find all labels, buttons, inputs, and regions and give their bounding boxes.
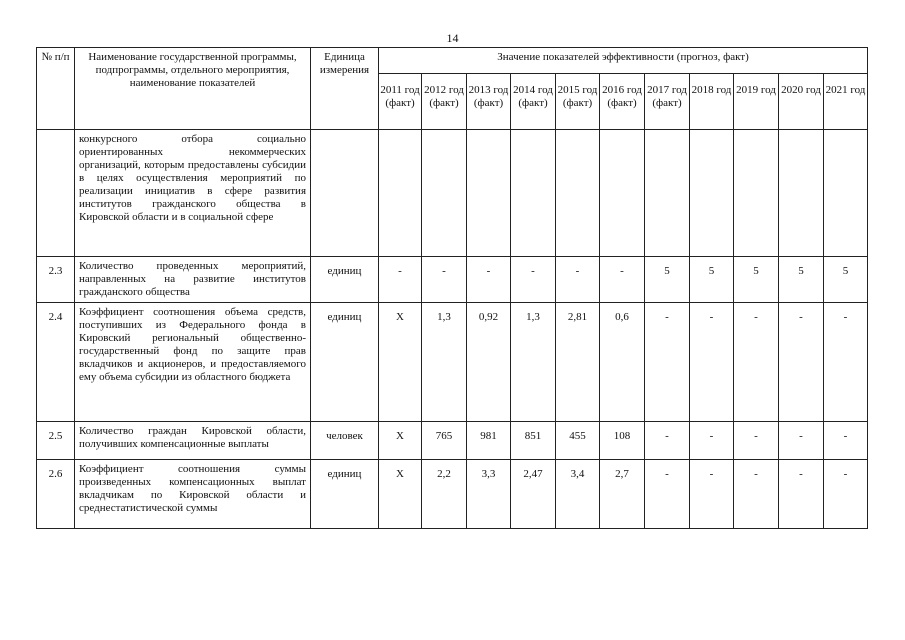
value-cell: 2,7: [600, 460, 645, 529]
year-header: 2016 год (факт): [600, 74, 645, 130]
year-header: 2021 год: [824, 74, 868, 130]
value-cell: -: [824, 422, 868, 460]
value-cell: -: [824, 460, 868, 529]
table-row: [37, 460, 868, 529]
value-cell: -: [556, 257, 600, 303]
value-cell: -: [779, 422, 824, 460]
value-cell: -: [422, 257, 467, 303]
unit-cell: единиц: [311, 303, 379, 422]
table-row: [37, 303, 868, 422]
value-cell: 981: [467, 422, 511, 460]
year-header: 2015 год (факт): [556, 74, 600, 130]
table-row: [37, 422, 868, 460]
value-cell: -: [734, 460, 779, 529]
row-number: 2.4: [37, 303, 75, 422]
header-values: Значение показателей эффективности (прогноз, факт): [379, 48, 868, 74]
value-cell: 0,6: [600, 303, 645, 422]
value-cell: [467, 130, 511, 257]
header-name: Наименование государственной программы, подпрограммы, отдельного мероприятия, наименование показателей: [75, 48, 311, 130]
row-number: 2.3: [37, 257, 75, 303]
value-cell: [511, 130, 556, 257]
value-cell: 5: [645, 257, 690, 303]
value-cell: Х: [379, 303, 422, 422]
value-cell: -: [734, 303, 779, 422]
value-cell: 5: [690, 257, 734, 303]
row-number: 2.5: [37, 422, 75, 460]
value-cell: Х: [379, 460, 422, 529]
value-cell: 2,47: [511, 460, 556, 529]
value-cell: -: [645, 303, 690, 422]
value-cell: [690, 130, 734, 257]
unit-cell: [311, 130, 379, 257]
year-header: 2011 год (факт): [379, 74, 422, 130]
value-cell: -: [734, 422, 779, 460]
value-cell: 2,81: [556, 303, 600, 422]
indicator-name: Количество граждан Кировской области, получивших компенсационные выплаты: [75, 422, 311, 460]
value-cell: -: [511, 257, 556, 303]
year-header: 2017 год (факт): [645, 74, 690, 130]
value-cell: [556, 130, 600, 257]
page-number: 14: [446, 31, 459, 45]
table-row: [37, 257, 868, 303]
value-cell: -: [645, 422, 690, 460]
value-cell: 455: [556, 422, 600, 460]
indicator-name: Коэффициент соотношения суммы произведенных компенсационных выплат вкладчикам по Кировской области и среднестатистической суммы: [75, 460, 311, 529]
value-cell: 3,3: [467, 460, 511, 529]
value-cell: -: [645, 460, 690, 529]
indicator-name: Количество проведенных мероприятий, направленных на развитие институтов гражданского общества: [75, 257, 311, 303]
value-cell: -: [467, 257, 511, 303]
value-cell: -: [779, 460, 824, 529]
year-header: 2019 год: [734, 74, 779, 130]
value-cell: [600, 130, 645, 257]
value-cell: -: [600, 257, 645, 303]
value-cell: -: [690, 422, 734, 460]
row-number: 2.6: [37, 460, 75, 529]
value-cell: 0,92: [467, 303, 511, 422]
year-header: 2012 год (факт): [422, 74, 467, 130]
indicator-name: Коэффициент соотношения объема средств, поступивших из Федерального фонда в Кировский региональный общественно-государственный фонд по защите прав вкладчиков и акционеров, и предоставляемого ему объема субсидии из областного бюджета: [75, 303, 311, 422]
value-cell: 3,4: [556, 460, 600, 529]
year-header: 2013 год (факт): [467, 74, 511, 130]
unit-cell: человек: [311, 422, 379, 460]
value-cell: 2,2: [422, 460, 467, 529]
year-header: 2014 год (факт): [511, 74, 556, 130]
year-header: 2018 год: [690, 74, 734, 130]
value-cell: 851: [511, 422, 556, 460]
indicator-name: конкурсного отбора социально ориентированных некоммерческих организаций, которым предоставлены субсидии в целях осуществления мероприятий по реализации инициатив в сфере развития институтов гражданского общества в Кировской области и в социальной сфере: [75, 130, 311, 257]
unit-cell: единиц: [311, 257, 379, 303]
value-cell: 108: [600, 422, 645, 460]
value-cell: [422, 130, 467, 257]
value-cell: -: [690, 460, 734, 529]
header-num: № п/п: [37, 48, 75, 130]
indicators-table: [36, 47, 868, 529]
value-cell: -: [824, 303, 868, 422]
unit-cell: единиц: [311, 460, 379, 529]
value-cell: 5: [734, 257, 779, 303]
value-cell: [734, 130, 779, 257]
year-header: 2020 год: [779, 74, 824, 130]
value-cell: [779, 130, 824, 257]
value-cell: 1,3: [511, 303, 556, 422]
value-cell: [824, 130, 868, 257]
table-row: [37, 130, 868, 257]
value-cell: 5: [824, 257, 868, 303]
value-cell: -: [379, 257, 422, 303]
value-cell: 1,3: [422, 303, 467, 422]
value-cell: 5: [779, 257, 824, 303]
value-cell: Х: [379, 422, 422, 460]
value-cell: 765: [422, 422, 467, 460]
value-cell: -: [779, 303, 824, 422]
header-unit: Единица измерения: [311, 48, 379, 130]
row-number: [37, 130, 75, 257]
value-cell: [645, 130, 690, 257]
value-cell: -: [690, 303, 734, 422]
value-cell: [379, 130, 422, 257]
